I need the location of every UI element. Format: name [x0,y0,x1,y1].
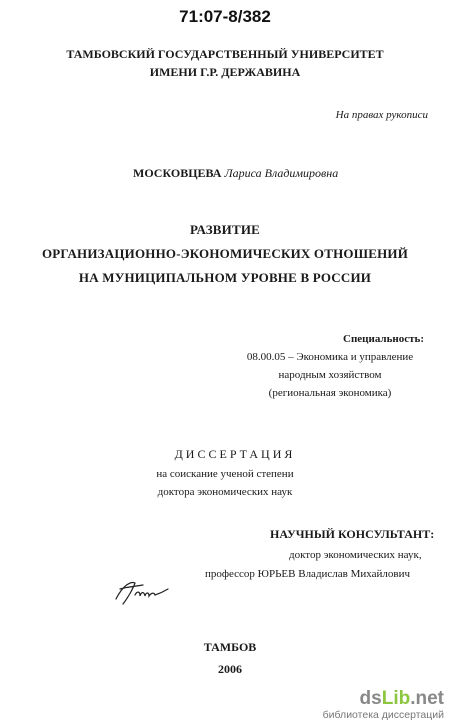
author-name [133,166,338,181]
dslib-logo [323,689,444,709]
dissertation-heading: ДИССЕРТАЦИЯ [174,447,296,461]
dslib-watermark[interactable] [323,689,444,721]
title-line2: ОРГАНИЗАЦИОННО-ЭКОНОМИЧЕСКИХ ОТНОШЕНИЙ [41,246,409,261]
catalog-number: 71:07-8/382 [179,7,271,26]
handwritten-signature [113,577,171,607]
specialty-line1: 08.00.05 – Экономика и управление [246,351,414,363]
watermark-subtitle: библиотека диссертаций [322,709,444,721]
author-surname: МОСКОВЦЕВА [133,166,222,180]
year: 2006 [218,662,242,676]
logo-net: .net [410,688,444,709]
consultant-degree: доктор экономических наук, [289,549,422,561]
consultant-label: НАУЧНЫЙ КОНСУЛЬТАНТ: [270,527,435,541]
specialty-label: Специальность: [343,333,425,345]
specialty-line2: народным хозяйством [278,369,382,381]
specialty-line3: (региональная экономика) [268,387,392,399]
logo-lib: Lib [381,688,411,709]
university-name-line2: ИМЕНИ Г.Р. ДЕРЖАВИНА [149,65,301,79]
author-given-names: Лариса Владимировна [224,166,339,180]
title-line3: НА МУНИЦИПАЛЬНОМ УРОВНЕ В РОССИИ [78,270,372,285]
title-line1: РАЗВИТИЕ [189,222,261,237]
dissertation-line2: доктора экономических наук [157,486,293,498]
city: ТАМБОВ [203,640,257,654]
logo-ds: ds [359,688,382,709]
university-name-line1: ТАМБОВСКИЙ ГОСУДАРСТВЕННЫЙ УНИВЕРСИТЕТ [66,47,384,61]
rights-note: На правах рукописи [335,109,428,121]
dissertation-line1: на соискание ученой степени [156,468,294,480]
consultant-name: профессор ЮРЬЕВ Владислав Михайлович [205,568,411,580]
